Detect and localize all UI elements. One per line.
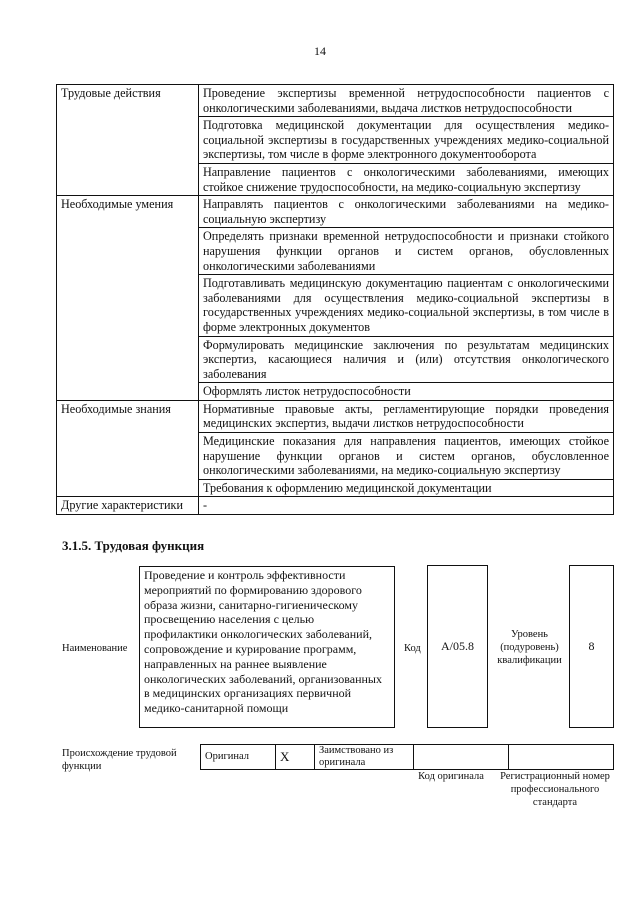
code-original-cell [414,745,509,770]
labor-actions-table [56,84,614,515]
table-row [201,745,614,770]
table-cell: Определять признаки временной нетрудоспособности и признаки стойкого нарушения функции органов и систем органов, обусловленных онкологическими заболеваниями [199,228,614,275]
level-label: Уровень (подуровень) квалификации [497,629,562,666]
row-label: Необходимые знания [57,400,199,497]
code-label: Код [404,643,421,654]
table-row [57,497,614,515]
table-row [57,400,614,432]
code-value: A/05.8 [441,639,474,653]
function-name-box [139,566,395,728]
row-label: Трудовые действия [57,85,199,196]
table-cell: Нормативные правовые акты, регламентирующие порядки проведения медицинских экспертиз, выдачи листков нетрудоспособности [199,400,614,432]
borrowed-cell: Заимствовано из оригинала [315,745,414,770]
table-cell: - [199,497,614,515]
original-cell: Оригинал [201,745,276,770]
name-label: Наименование [62,643,128,654]
level-box [569,565,614,728]
table-cell: Проведение экспертизы временной нетрудоспособности пациентов с онкологическими заболеваниями, выдача листков нетрудоспособности [199,85,614,117]
table-cell: Оформлять листок нетрудоспособности [199,383,614,401]
original-mark: X [276,745,315,770]
origin-table [200,744,614,770]
origin-label: Происхождение трудовой функции [62,748,177,772]
section-title: 3.1.5. Трудовая функция [62,538,205,553]
reg-number-cell [509,745,614,770]
row-label: Необходимые умения [57,196,199,401]
reg-number-caption: Регистрационный номер профессионального стандарта [500,771,610,808]
function-name-text: Проведение и контроль эффективности мероприятий по формированию здорового образа жизни, санитарно-гигиеническому просвещению населения с целью профилактики онкологических заболеваний, сопровождение и курирование программ, направленных на раннее выявление онкологических заболеваний, организованных в медицинских организациях первичной медико-санитарной помощи [144,568,382,716]
table-row [57,196,614,228]
code-original-caption: Код оригинала [418,771,484,782]
table-row [57,85,614,117]
table-cell: Формулировать медицинские заключения по результатам медицинских экспертиз, касающиеся наличия и (или) отсутствия онкологического заболевания [199,336,614,383]
table-cell: Направлять пациентов с онкологическими заболеваниями на медико-социальную экспертизу [199,196,614,228]
table-cell: Подготовка медицинской документации для осуществления медико-социальной экспертизы в государственных учреждениях медико-социальной экспертизы, том числе в форме электронного документооборота [199,117,614,164]
page-number: 14 [314,44,326,58]
table-cell: Направление пациентов с онкологическими заболеваниями, имеющих стойкое снижение трудоспособности, на медико-социальную экспертизу [199,163,614,195]
table-cell: Требования к оформлению медицинской документации [199,479,614,497]
table-cell: Подготавливать медицинскую документацию пациентам с онкологическими заболеваниями для осуществления медико-социальной экспертизы в государственных учреждениях медико-социальной экспертизы, в том числе в форме электронных документов [199,275,614,336]
row-label: Другие характеристики [57,497,199,515]
table-cell: Медицинские показания для направления пациентов, имеющих стойкое нарушение функции органов и систем органов, обусловленное онкологическими заболеваниями, на медико-социальную экспертизу [199,433,614,480]
level-value: 8 [588,639,595,653]
code-box [427,565,488,728]
